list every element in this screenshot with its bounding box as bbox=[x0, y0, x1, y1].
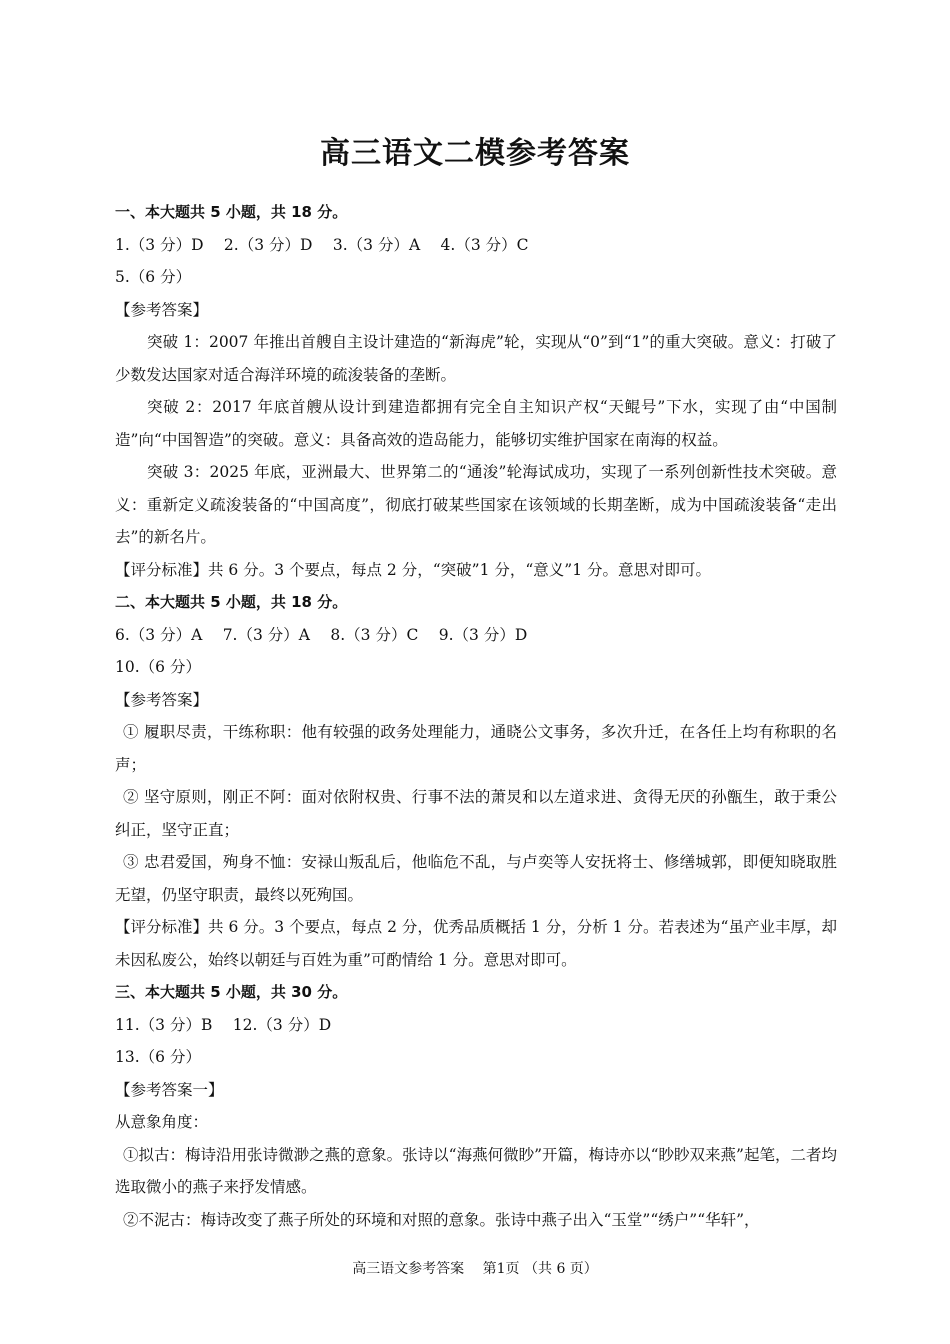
text-line: 6.（3 分）A 7.（3 分）A 8.（3 分）C 9.（3 分）D bbox=[115, 625, 528, 644]
text-line: 从意象角度： bbox=[115, 1113, 209, 1131]
text-line: 突破 2：2017 年底首艘从设计到建造都拥有完全自主知识产权“天鲲号”下水，实现了由“中国制造”向“中国智造”的突破。意义：具备高效的造岛能力，能够切实维护国家在南海的权益。 bbox=[115, 398, 837, 449]
text-line: 10.（6 分） bbox=[115, 658, 201, 676]
text-line: 【参考答案】 bbox=[115, 690, 209, 709]
page-footer: 高三语文参考答案 第1页 （共 6 页） bbox=[352, 1261, 598, 1277]
text-line: ②不泥古：梅诗改变了燕子所处的环境和对照的意象。张诗中燕子出入“玉堂”“绣户”“华轩”， bbox=[123, 1210, 760, 1229]
section-heading: 三、本大题共 5 小题，共 30 分。 bbox=[115, 983, 348, 1001]
section-heading: 二、本大题共 5 小题，共 18 分。 bbox=[115, 593, 348, 611]
text-line: 5.（6 分） bbox=[115, 268, 192, 286]
text-line: ② 坚守原则，刚正不阿：面对依附权贵、行事不法的萧炅和以左道求进、贪得无厌的孙甑生，敢于秉公纠正，坚守正直； bbox=[115, 788, 837, 839]
text-line: 13.（6 分） bbox=[115, 1048, 201, 1066]
text-line: 突破 1：2007 年推出首艘自主设计建造的“新海虎”轮，实现从“0”到“1”的重大突破。意义：打破了少数发达国家对适合海洋环境的疏浚装备的垄断。 bbox=[115, 333, 837, 384]
section-heading: 一、本大题共 5 小题，共 18 分。 bbox=[115, 203, 348, 221]
text-line: 1.（3 分）D 2.（3 分）D 3.（3 分）A 4.（3 分）C bbox=[115, 235, 529, 254]
text-line: ① 履职尽责，干练称职：他有较强的政务处理能力，通晓公文事务，多次升迁，在各任上均有称职的名声； bbox=[115, 723, 837, 774]
text-line: 【参考答案一】 bbox=[115, 1080, 224, 1099]
page-title: 高三语文二模参考答案 bbox=[320, 136, 630, 171]
text-line: 突破 3：2025 年底，亚洲最大、世界第二的“通浚”轮海试成功，实现了一系列创新性技术突破。意义：重新定义疏浚装备的“中国高度”，彻底打破某些国家在该领域的长期垄断，成为中国疏浚装备“走出去”的新名片。 bbox=[115, 463, 837, 546]
text-line: 【参考答案】 bbox=[115, 300, 209, 319]
text-line: ①拟古：梅诗沿用张诗微渺之燕的意象。张诗以“海燕何微眇”开篇，梅诗亦以“眇眇双来燕”起笔，二者均选取微小的燕子来抒发情感。 bbox=[115, 1145, 837, 1196]
text-line: 【评分标准】共 6 分。3 个要点，每点 2 分，“突破”1 分，“意义”1 分。意思对即可。 bbox=[115, 560, 711, 579]
text-line: ③ 忠君爱国，殉身不恤：安禄山叛乱后，他临危不乱，与卢奕等人安抚将士、修缮城郭，即便知晓取胜无望，仍坚守职责，最终以死殉国。 bbox=[115, 853, 837, 904]
answer-body bbox=[115, 196, 837, 1236]
text-line: 【评分标准】共 6 分。3 个要点，每点 2 分，优秀品质概括 1 分，分析 1 分。若表述为“虽产业丰厚，却未因私废公，始终以朝廷与百姓为重”可酌情给 1 分。意思对即可。 bbox=[115, 918, 837, 969]
text-line: 11.（3 分）B 12.（3 分）D bbox=[115, 1015, 332, 1034]
